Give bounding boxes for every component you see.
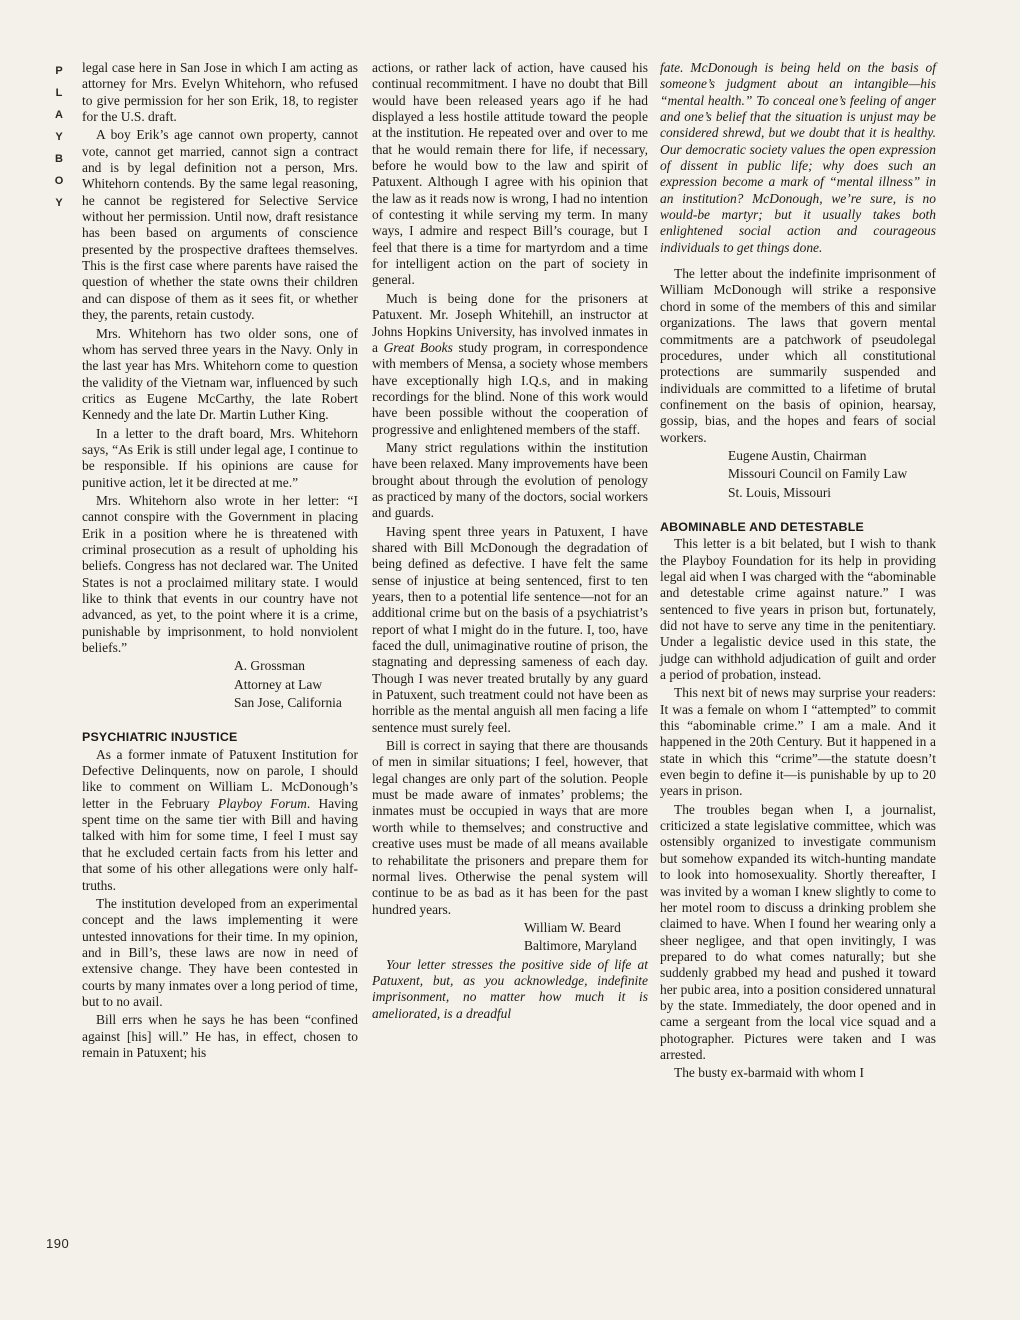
- paragraph: The institution developed from an experimental concept and the laws implementing it were untested innovations for their time. In my opinion, and in Bill’s, these laws are now in need of extensive change. They have been contested in courts by many inmates over a long period of time, but to no avail.: [82, 895, 358, 1009]
- paragraph: actions, or rather lack of action, have caused his continual recommitment. I have no doubt that Bill would have been released years ago if he had displayed a less hostile attitude toward the people at the institution. He repeated over and over to me that he would remain there for life, if necessary, before he would bow to the law and spirit of Patuxent. Although I agree with his opinion that the law as it reads now is wrong, I had no intention of contesting it while serving my term. In many ways, I admire and respect Bill’s courage, but I feel that there is a time for martyrdom and a time for intelligent action on the part of society in general.: [372, 60, 648, 288]
- magazine-brand-vertical: [50, 60, 68, 214]
- brand-letter: P: [55, 65, 63, 77]
- brand-letter: B: [55, 153, 63, 165]
- editor-reply: fate. McDonough is being held on the basis of someone’s judgment about an intangible—his “mental health.” To conceal one’s feeling of anger and one’s belief that the situation is unjust may be considered shrewd, but we doubt that it is healthy. Our democratic society values the open expression of dissent in public life; why does such an expression become a mark of “mental illness” in an institution? McDonough, we’re sure, is no would-be martyr; but it usually takes both enlightened social action and courageous individuals to get things done.: [660, 60, 936, 255]
- paragraph: Many strict regulations within the institution have been relaxed. Many improvements have been brought about through the evolution of penology as practiced by many of the doctors, social workers and guards.: [372, 439, 648, 521]
- signature-location: San Jose, California: [234, 695, 342, 711]
- page-number: 190: [46, 1236, 70, 1251]
- program-title: Great Books: [383, 339, 453, 355]
- brand-letter: O: [54, 175, 64, 187]
- paragraph: The letter about the indefinite imprisonment of William McDonough will strike a responsive chord in some of the members of this and similar organizations. The laws that govern mental commitments are a patchwork of pseudolegal procedures, under which all constitutional protections are summarily suspended and individuals are committed to a lifetime of brutal confinement on the basis of opinion, hearsay, gossip, bias, and the hopes and fears of social workers.: [660, 266, 936, 445]
- text-run: . Having spent time on the same tier with Bill and having talked with him for some time, I feel I must say that he excluded certain facts from his letter and that some of his other allegations were only half-truths.: [82, 795, 359, 893]
- paragraph: legal case here in San Jose in which I am acting as attorney for Mrs. Evelyn Whitehorn, who refused to give permission for her son Erik, 18, to register for the U.S. draft.: [82, 60, 358, 125]
- paragraph: [82, 747, 358, 894]
- text-run: Much is being done for the prisoners at Patuxent. Mr. Joseph Whitehill, an instructor at Johns Hopkins University, has involved inmates in a: [372, 290, 648, 355]
- brand-letter: Y: [55, 197, 63, 209]
- magazine-section-title: Playboy Forum: [217, 795, 307, 811]
- paragraph: This next bit of news may surprise your readers: It was a female on whom I “attempted” to commit this “abominable crime.” I am a male. And it happened in the 20th Century. But it happened in a state in which this “crime”—the statute doesn’t even begin to define it—is punishable by up to 20 years in prison.: [660, 685, 936, 799]
- paragraph: This letter is a bit belated, but I wish to thank the Playboy Foundation for its help in providing legal aid when I was charged with the “abominable and detestable crime against nature.” I was sentenced to five years in prison but, fortunately, did not have to serve any time in the penitentiary. Under a legalistic device used in this state, the judge can withhold adjudication of guilt and order a period of probation, instead.: [660, 536, 936, 683]
- brand-letter: L: [55, 87, 63, 99]
- paragraph: In a letter to the draft board, Mrs. Whitehorn says, “As Erik is still under legal age, I continue to be responsible. If his opinions are cause for punitive action, let it be directed at me.”: [82, 425, 358, 490]
- signature-title: Missouri Council on Family Law: [728, 466, 908, 482]
- paragraph: Bill is correct in saying that there are thousands of men in similar situations; I feel, however, that legal changes are only part of the solution. People must be made aware of inmates’ problems; the inmates must be occupied in ways that are more worth while to themselves; and constructive and creative uses must be made of all means available to rehabilitate the prisoners and prepare them for normal lives. Otherwise the penal system will continue to be as bad as it has been for the past hundred years.: [372, 738, 648, 917]
- column-2: [372, 60, 648, 1024]
- section-heading: ABOMINABLE AND DETESTABLE: [660, 519, 864, 534]
- signature-location: Baltimore, Maryland: [524, 938, 637, 954]
- paragraph: A boy Erik’s age cannot own property, cannot vote, cannot get married, cannot sign a contract and is by legal definition not a person, Mrs. Whitehorn contends. By the same legal reasoning, he cannot be registered for Selective Service without her permission. Until now, draft resistance has been based on arguments of conscience presented by the prospective draftees themselves. This is the first case where parents have raised the question of whether the state owns their children and can dispose of them as it sees fit, or whether they, the parents, retain custody.: [82, 127, 358, 323]
- brand-letter: Y: [55, 131, 63, 143]
- paragraph: Mrs. Whitehorn also wrote in her letter: “I cannot conspire with the Government in placing Erik in a position where he is threatened with criminal prosecution as a result of upholding his beliefs. Congress has not declared war. The United States is not a proclaimed military state. I would like to think that events in our country have not advanced, as yet, to the point where it is a crime, punishable by imprisonment, to hold nonviolent beliefs.”: [82, 492, 358, 656]
- signature-name: Eugene Austin, Chairman: [728, 447, 867, 463]
- signature-title: Attorney at Law: [234, 676, 323, 692]
- editor-reply: Your letter stresses the positive side of life at Patuxent, but, as you acknowledge, indefinite imprisonment, no matter how much it is ameliorated, is a dreadful: [372, 956, 648, 1021]
- text-run: study program, in correspondence with members of Mensa, a society whose members have exceptionally high I.Q.s, and in making recordings for the blind. None of this work would have been possible without the cooperation of progressive and enlightened members of the staff.: [372, 339, 648, 437]
- paragraph: Having spent three years in Patuxent, I have shared with Bill McDonough the degradation of being defined as defective. I have felt the same sense of injustice at being sentenced, first to ten years, then to a potential life sentence—not for an additional crime but on the basis of a psychiatrist’s report of what I might do in the future. I, too, have faced the dull, unimaginative routine of prison, the stagnating and depressing sameness of each day. Though I was never treated brutally by any guard in Patuxent, such treatment could not have been as horrible as the mental anguish all men facing a life sentence must surely feel.: [372, 523, 648, 735]
- paragraph: Bill errs when he says he has been “confined against [his] will.” He has, in effect, chosen to remain in Patuxent; his: [82, 1012, 358, 1060]
- signature-location: St. Louis, Missouri: [728, 484, 832, 500]
- text-run: As a former inmate of Patuxent Institution for Defective Delinquents, now on parole, I should like to comment on William L. McDonough’s letter in the February: [82, 746, 358, 811]
- paragraph: The busty ex-barmaid with whom I: [674, 1065, 864, 1081]
- brand-letter: A: [55, 109, 63, 121]
- paragraph: Mrs. Whitehorn has two older sons, one of whom has served three years in the Navy. Only in the last year has Mrs. Whitehorn come to question the validity of the Vietnam war, influenced by such critics as Eugene McCarthy, the late Robert Kennedy and the late Dr. Martin Luther King.: [82, 325, 358, 423]
- paragraph: [372, 291, 648, 438]
- signature-name: William W. Beard: [524, 919, 621, 935]
- signature-name: A. Grossman: [234, 658, 305, 674]
- column-1: [82, 60, 358, 1063]
- paragraph: The troubles began when I, a journalist, criticized a state legislative committee, which was ostensibly organized to investigate communism but somehow expanded its witch-hunting mandate to look into homosexuality. Shortly thereafter, I was invited by a woman I knew slightly to come to her motel room to discuss a drinking problem she claimed to have. When I found her wearing only a sheer negligee, and that open invitingly, I was prepared to do what comes naturally; but she suddenly grabbed my head and pushed it toward her pubic area, into a position considered unnatural by the state. Immediately, the door opened and in came a sergeant from the local vice squad and a photographer. Pictures were taken and I was arrested.: [660, 801, 936, 1062]
- section-heading: PSYCHIATRIC INJUSTICE: [82, 730, 238, 745]
- column-3: [660, 60, 936, 1084]
